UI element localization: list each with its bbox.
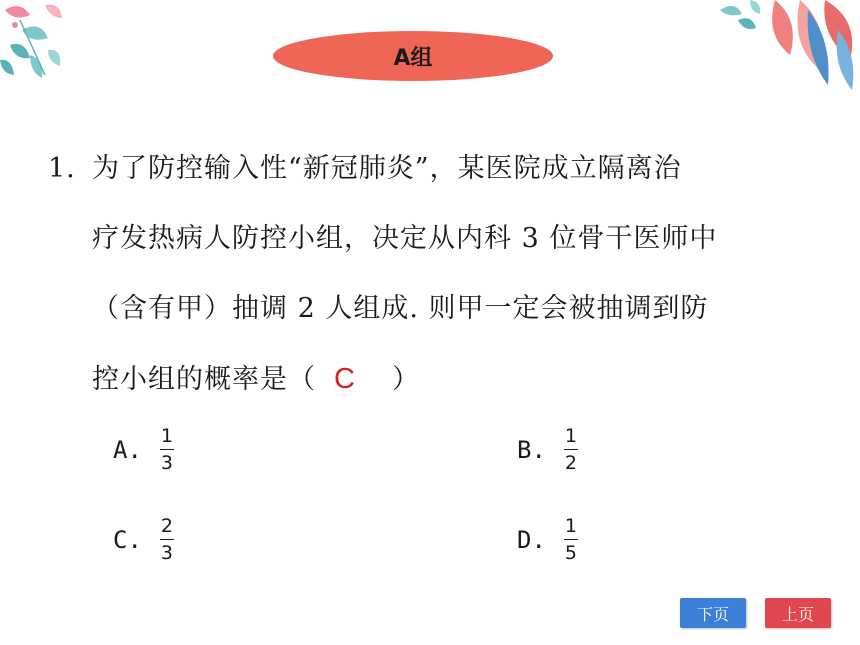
option-c-numerator: 2 bbox=[160, 515, 173, 537]
question-line-3: （含有甲）抽调 2 人组成. 则甲一定会被抽调到防 bbox=[92, 293, 709, 324]
next-page-button[interactable]: 下页 bbox=[680, 598, 746, 628]
option-c bbox=[113, 515, 174, 564]
question-line-2: 疗发热病人防控小组，决定从内科 3 位骨干医师中 bbox=[92, 223, 718, 254]
question-number: 1. bbox=[48, 153, 76, 184]
question-line-1: 为了防控输入性“新冠肺炎”，某医院成立隔离治 bbox=[92, 153, 682, 184]
answer-choice: C bbox=[334, 363, 356, 395]
option-d-fraction bbox=[564, 515, 578, 564]
option-a-denominator: 3 bbox=[160, 452, 173, 474]
question-line-4 bbox=[92, 344, 420, 415]
option-b-fraction bbox=[564, 425, 578, 474]
question-line-4-prefix: 控小组的概率是（ bbox=[92, 364, 316, 395]
option-b-numerator: 1 bbox=[564, 425, 577, 447]
option-a-label: A. bbox=[113, 435, 142, 464]
option-a-numerator: 1 bbox=[160, 425, 173, 447]
question-line-4-suffix: ） bbox=[391, 364, 420, 395]
option-c-label: C. bbox=[113, 525, 142, 554]
option-d-numerator: 1 bbox=[564, 515, 577, 537]
option-a bbox=[113, 425, 174, 474]
group-label-badge bbox=[273, 31, 553, 81]
option-d bbox=[517, 515, 578, 564]
leaf-decoration-top-right bbox=[720, 0, 860, 95]
option-c-fraction bbox=[160, 515, 174, 564]
option-d-label: D. bbox=[517, 525, 546, 554]
previous-page-button[interactable]: 上页 bbox=[765, 598, 831, 628]
option-b-label: B. bbox=[517, 435, 546, 464]
option-c-denominator: 3 bbox=[160, 542, 173, 564]
option-b bbox=[517, 425, 578, 474]
option-a-fraction bbox=[160, 425, 174, 474]
option-d-denominator: 5 bbox=[564, 542, 577, 564]
group-label: A组 bbox=[393, 45, 433, 71]
leaf-decoration-top-left bbox=[0, 0, 120, 100]
option-b-denominator: 2 bbox=[564, 452, 577, 474]
